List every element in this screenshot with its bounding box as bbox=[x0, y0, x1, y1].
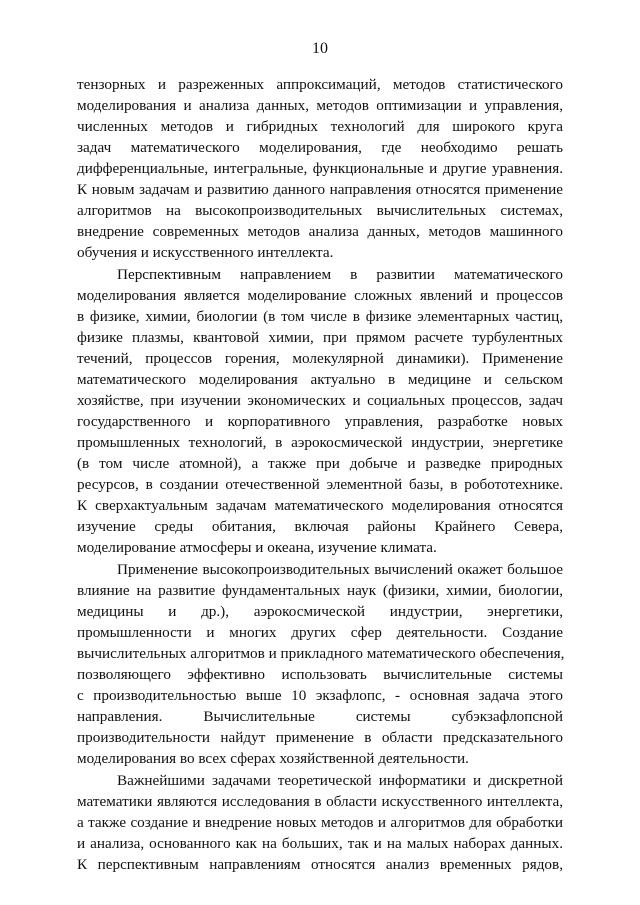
text-line: (в том числе атомной), а также при добыче и разведке природных bbox=[77, 455, 563, 472]
paragraph bbox=[77, 770, 563, 875]
text-line: влияние на развитие фундаментальных наук (физики, химии, биологии, bbox=[77, 582, 563, 599]
page-number: 10 bbox=[312, 40, 328, 57]
text-line: медицины и др.), аэрокосмической индустрии, энергетики, bbox=[77, 603, 563, 620]
text-line: математики являются исследования в области искусственного интеллекта, bbox=[77, 793, 563, 810]
text-line: в физике, химии, биологии (в том числе в физике элементарных частиц, bbox=[77, 308, 563, 325]
text-line: К перспективным направлениям относятся анализ временных рядов, bbox=[77, 856, 563, 873]
text-line: задач математического моделирования, где необходимо решать bbox=[77, 139, 563, 156]
text-line: моделирования и анализа данных, методов оптимизации и управления, bbox=[77, 97, 563, 114]
text-line: К новым задачам и развитию данного направления относятся применение bbox=[77, 181, 563, 198]
text-line: ресурсов, в создании отечественной элементной базы, в робототехнике. bbox=[77, 476, 563, 493]
text-line: моделирования во всех сферах хозяйственной деятельности. bbox=[77, 750, 469, 767]
text-line: промышленных технологий, в аэрокосмической индустрии, энергетике bbox=[77, 434, 563, 451]
paragraph bbox=[77, 264, 563, 558]
text-line: и анализа, основанного как на больших, так и на малых наборах данных. bbox=[77, 835, 563, 852]
text-line: обучения и искусственного интеллекта. bbox=[77, 244, 334, 261]
text-line: промышленности и многих других сфер деятельности. Создание bbox=[77, 624, 563, 641]
text-line: позволяющего эффективно использовать вычислительные системы bbox=[77, 666, 563, 683]
text-line: государственного и корпоративного управления, разработке новых bbox=[77, 413, 563, 430]
text-line: математического моделирования актуально в медицине и сельском bbox=[77, 371, 563, 388]
text-line: физике плазмы, квантовой химии, при прямом расчете турбулентных bbox=[77, 329, 563, 346]
text-line: К сверхактуальным задачам математического моделирования относятся bbox=[77, 497, 563, 514]
text-line: Перспективным направлением в развитии математического bbox=[117, 266, 563, 283]
text-line: внедрение современных методов анализа данных, методов машинного bbox=[77, 223, 563, 240]
text-line: течений, процессов горения, молекулярной динамики). Применение bbox=[77, 350, 563, 367]
text-line: производительности найдут применение в области предсказательного bbox=[77, 729, 563, 746]
text-line: а также создание и внедрение новых методов и алгоритмов для обработки bbox=[77, 814, 563, 831]
text-line: направления. Вычислительные системы субэкзафлопсной bbox=[77, 708, 563, 725]
paragraph bbox=[77, 74, 563, 263]
text-line: с производительностью выше 10 экзафлопс, - основная задача этого bbox=[77, 687, 563, 704]
text-line: изучение среды обитания, включая районы Крайнего Севера, bbox=[77, 518, 563, 535]
paragraph bbox=[77, 559, 563, 769]
text-line: численных методов и гибридных технологий для широкого круга bbox=[77, 118, 563, 135]
text-line: моделирование атмосферы и океана, изучение климата. bbox=[77, 539, 437, 556]
text-line: вычислительных алгоритмов и прикладного математического обеспечения, bbox=[77, 645, 565, 662]
text-line: тензорных и разреженных аппроксимаций, методов статистического bbox=[77, 76, 563, 93]
body-text bbox=[77, 74, 563, 875]
text-line: алгоритмов на высокопроизводительных вычислительных системах, bbox=[77, 202, 563, 219]
text-line: Применение высокопроизводительных вычислений окажет большое bbox=[117, 561, 563, 578]
text-line: дифференциальные, интегральные, функциональные и другие уравнения. bbox=[77, 160, 563, 177]
text-line: моделирования является моделирование сложных явлений и процессов bbox=[77, 287, 563, 304]
text-line: хозяйстве, при изучении экономических и социальных процессов, задач bbox=[77, 392, 563, 409]
text-line: Важнейшими задачами теоретической информатики и дискретной bbox=[117, 772, 563, 789]
